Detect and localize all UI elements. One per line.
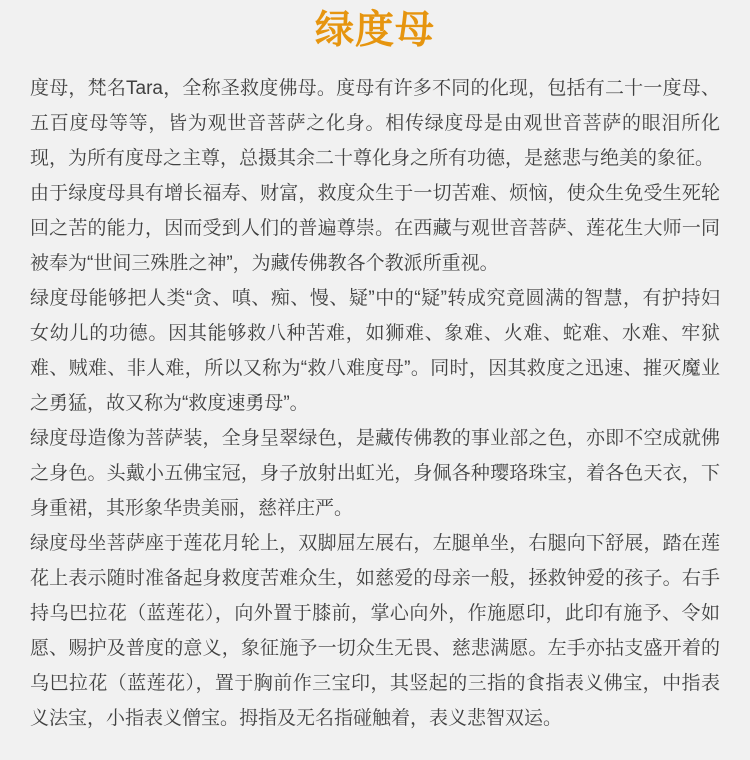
article-body bbox=[30, 71, 720, 736]
paragraph: 绿度母坐菩萨座于莲花月轮上，双脚屈左展右，左腿单坐，右腿向下舒展，踏在莲花上表示随时准备起身救度苦难众生，如慈爱的母亲一般，拯救钟爱的孩子。右手持乌巴拉花（蓝莲花），向外置于膝前，掌心向外，作施愿印，此印有施予、令如愿、赐护及普度的意义，象征施予一切众生无畏、慈悲满愿。左手亦拈支盛开着的乌巴拉花（蓝莲花），置于胸前作三宝印，其竖起的三指的食指表义佛宝，中指表义法宝，小指表义僧宝。拇指及无名指碰触着，表义悲智双运。 bbox=[30, 532, 720, 729]
paragraph: 绿度母造像为菩萨装，全身呈翠绿色，是藏传佛教的事业部之色，亦即不空成就佛之身色。头戴小五佛宝冠，身子放射出虹光，身佩各种璎珞珠宝，着各色天衣，下身重裙，其形象华贵美丽，慈祥庄严。 bbox=[30, 427, 720, 519]
paragraph: 度母，梵名Tara，全称圣救度佛母。度母有许多不同的化现，包括有二十一度母、五百度母等等，皆为观世音菩萨之化身。相传绿度母是由观世音菩萨的眼泪所化现，为所有度母之主尊，总摄其余二十尊化身之所有功德，是慈悲与绝美的象征。 bbox=[30, 77, 720, 169]
paragraph: 绿度母能够把人类“贪、嗔、痴、慢、疑”中的“疑”转成究竟圆满的智慧，有护持妇女幼儿的功德。因其能够救八种苦难，如狮难、象难、火难、蛇难、水难、牢狱难、贼难、非人难，所以又称为“救八难度母”。同时，因其救度之迅速、摧灭魔业之勇猛，故又称为“救度速勇母”。 bbox=[30, 287, 720, 414]
page-title: 绿度母 bbox=[314, 9, 435, 52]
paragraph: 由于绿度母具有增长福寿、财富，救度众生于一切苦难、烦恼，使众生免受生死轮回之苦的能力，因而受到人们的普遍尊崇。在西藏与观世音菩萨、莲花生大师一同被奉为“世间三殊胜之神”，为藏传佛教各个教派所重视。 bbox=[30, 182, 720, 274]
